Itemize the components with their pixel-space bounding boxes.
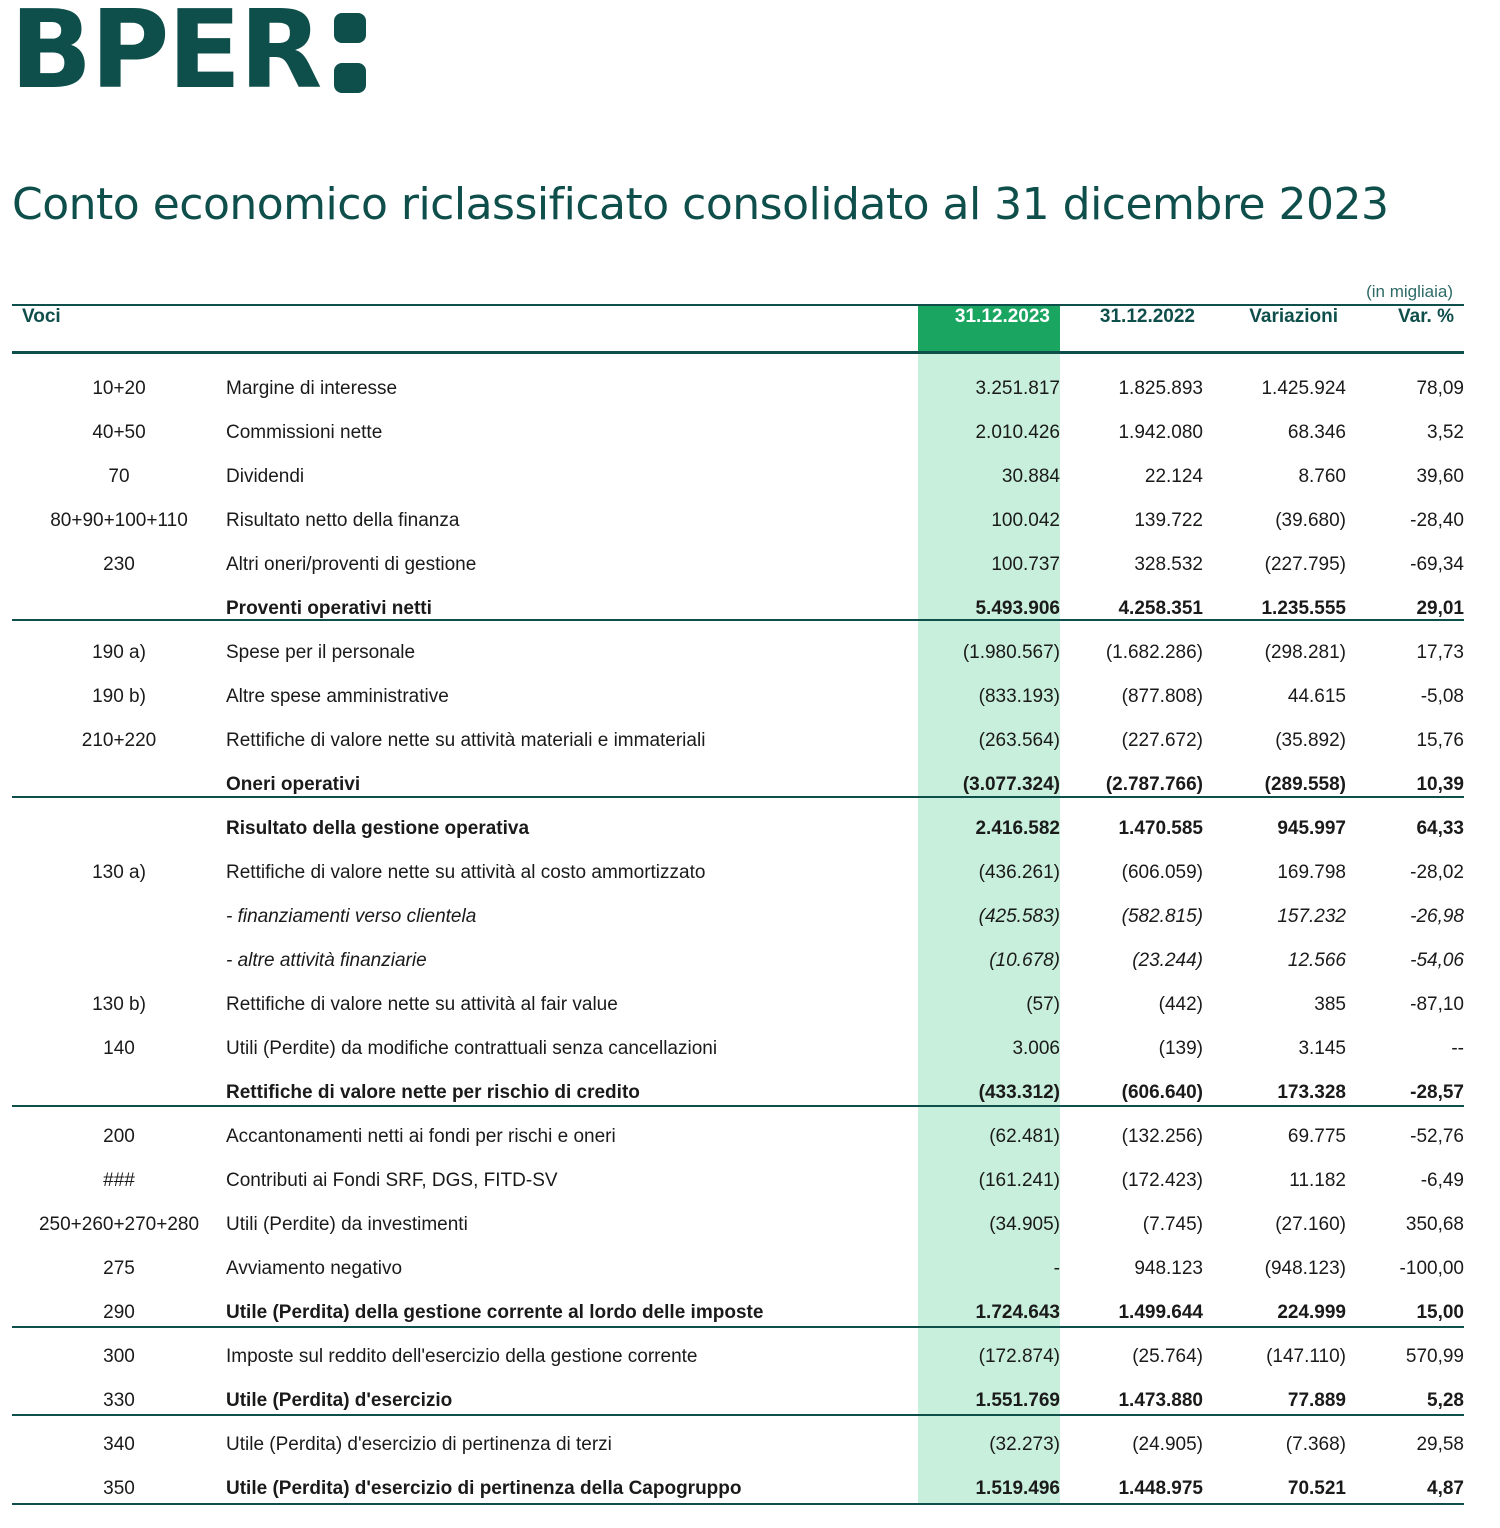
value-var-pct: 3,52: [1427, 422, 1464, 443]
header-voci: Voci: [22, 306, 61, 327]
subtotal-row: [12, 1379, 1464, 1423]
value-2022: 1.473.880: [1118, 1390, 1203, 1411]
row-code: 190 b): [92, 686, 146, 707]
row-label: Spese per il personale: [226, 642, 416, 663]
value-2023: 5.493.906: [975, 598, 1060, 619]
value-2023: (32.273): [989, 1434, 1060, 1455]
value-var-pct: 5,28: [1427, 1390, 1464, 1411]
subtotal-row: [12, 1467, 1464, 1511]
value-variazioni: 224.999: [1277, 1302, 1346, 1323]
value-2022: (23.244): [1132, 950, 1203, 971]
value-var-pct: 39,60: [1416, 466, 1464, 487]
row-code: 230: [103, 554, 135, 575]
value-2022: (227.672): [1121, 730, 1203, 751]
value-variazioni: (948.123): [1264, 1258, 1346, 1279]
row-code: 210+220: [81, 730, 157, 751]
row-code: 140: [103, 1038, 135, 1059]
row-label: Utile (Perdita) della gestione corrente al lordo delle imposte: [226, 1302, 764, 1323]
table-row: [12, 1159, 1464, 1203]
value-2023: 1.519.496: [975, 1478, 1060, 1499]
table-row: [12, 411, 1464, 455]
table-row: [12, 983, 1464, 1027]
row-code: 200: [103, 1126, 135, 1147]
value-variazioni: (298.281): [1264, 642, 1346, 663]
row-code: 80+90+100+110: [50, 510, 188, 531]
subtotal-row: [12, 1291, 1464, 1335]
row-label: Contributi ai Fondi SRF, DGS, FITD-SV: [226, 1170, 558, 1191]
value-2023: 30.884: [1001, 466, 1060, 487]
value-var-pct: -100,00: [1399, 1258, 1464, 1279]
table-row: [12, 367, 1464, 411]
value-var-pct: 64,33: [1416, 818, 1464, 839]
subtotal-row: [12, 763, 1464, 807]
row-label: Rettifiche di valore nette su attività al costo ammortizzato: [226, 862, 706, 883]
value-var-pct: 17,73: [1416, 642, 1464, 663]
value-2023: 1.551.769: [975, 1390, 1060, 1411]
table-row: [12, 1115, 1464, 1159]
header-var-pct: Var. %: [1398, 306, 1454, 327]
value-var-pct: 4,87: [1427, 1478, 1464, 1499]
income-statement-table: [12, 306, 1464, 1511]
table-row: [12, 1423, 1464, 1467]
value-var-pct: -28,57: [1410, 1082, 1464, 1103]
row-code: [12, 587, 226, 631]
header-31-12-2022: 31.12.2022: [1099, 306, 1195, 327]
value-2023: (10.678): [989, 950, 1060, 971]
row-label: - finanziamenti verso clientela: [226, 906, 477, 927]
row-label: Proventi operativi netti: [226, 598, 432, 619]
value-var-pct: -69,34: [1410, 554, 1464, 575]
row-label: Oneri operativi: [226, 774, 361, 795]
value-2022: 1.942.080: [1118, 422, 1203, 443]
row-label: Risultato netto della finanza: [226, 510, 460, 531]
value-2023: (161.241): [978, 1170, 1060, 1191]
subtotal-row: [12, 807, 1464, 851]
value-var-pct: 10,39: [1416, 774, 1464, 795]
row-label: Altri oneri/proventi di gestione: [226, 554, 477, 575]
value-var-pct: -28,40: [1410, 510, 1464, 531]
row-code: 250+260+270+280: [38, 1214, 200, 1235]
row-code: 330: [103, 1390, 135, 1411]
logo-wordmark: BPER: [10, 0, 321, 113]
header-variazioni: Variazioni: [1249, 306, 1338, 327]
value-variazioni: (147.110): [1266, 1346, 1346, 1367]
value-2022: (172.423): [1121, 1170, 1203, 1191]
value-2022: 139.722: [1134, 510, 1203, 531]
value-var-pct: -6,49: [1420, 1170, 1464, 1191]
value-2023: 100.737: [991, 554, 1060, 575]
value-2023: 3.006: [1012, 1038, 1060, 1059]
value-2022: (442): [1158, 994, 1203, 1015]
value-var-pct: --: [1451, 1038, 1464, 1059]
row-code: [12, 807, 226, 851]
table-row: [12, 851, 1464, 895]
value-variazioni: 11.182: [1289, 1170, 1346, 1191]
value-variazioni: (27.160): [1275, 1214, 1346, 1235]
value-2022: (606.640): [1121, 1082, 1203, 1103]
row-label: Utile (Perdita) d'esercizio: [226, 1390, 453, 1411]
value-variazioni: 68.346: [1287, 422, 1346, 443]
value-var-pct: 15,76: [1416, 730, 1464, 751]
value-2023: 2.416.582: [975, 818, 1060, 839]
value-2022: 22.124: [1144, 466, 1203, 487]
row-label: - altre attività finanziarie: [226, 950, 427, 971]
row-label: Margine di interesse: [226, 378, 398, 399]
value-variazioni: 173.328: [1277, 1082, 1346, 1103]
value-variazioni: 44.615: [1287, 686, 1346, 707]
header-31-12-2023: 31.12.2023: [954, 306, 1050, 327]
row-code: 350: [103, 1478, 135, 1499]
value-2022: (7.745): [1142, 1214, 1203, 1235]
table-row: [12, 1027, 1464, 1071]
table-header-row: [12, 306, 1464, 353]
value-var-pct: 78,09: [1416, 378, 1464, 399]
subtotal-row: [12, 1071, 1464, 1115]
row-label: Risultato della gestione operativa: [226, 818, 530, 839]
value-var-pct: 350,68: [1405, 1214, 1464, 1235]
value-2023: 100.042: [991, 510, 1060, 531]
value-variazioni: 77.889: [1287, 1390, 1346, 1411]
row-label: Imposte sul reddito dell'esercizio della gestione corrente: [226, 1346, 698, 1367]
value-2023: 3.251.817: [975, 378, 1060, 399]
row-label: Commissioni nette: [226, 422, 383, 443]
row-code: [12, 1071, 226, 1115]
row-code: 340: [103, 1434, 135, 1455]
row-code: 290: [103, 1302, 135, 1323]
value-var-pct: 570,99: [1405, 1346, 1464, 1367]
value-2023: (833.193): [978, 686, 1060, 707]
row-code: 300: [103, 1346, 135, 1367]
value-2022: (25.764): [1132, 1346, 1203, 1367]
row-label: Altre spese amministrative: [226, 686, 449, 707]
value-var-pct: -26,98: [1410, 906, 1464, 927]
table-row: [12, 1335, 1464, 1379]
value-2022: 1.825.893: [1118, 378, 1203, 399]
value-2022: (606.059): [1121, 862, 1203, 883]
table-row: [12, 455, 1464, 499]
value-2023: -: [1053, 1258, 1060, 1279]
row-label: Rettifiche di valore nette su attività materiali e immateriali: [226, 730, 706, 751]
subtotal-row: [12, 587, 1464, 631]
table-row: [12, 543, 1464, 587]
value-2023: (172.874): [978, 1346, 1060, 1367]
value-2022: (139): [1158, 1038, 1203, 1059]
value-2022: (1.682.286): [1105, 642, 1203, 663]
value-variazioni: 3.145: [1298, 1038, 1346, 1059]
row-code: [12, 939, 226, 983]
table-row: [12, 719, 1464, 763]
page-title: Conto economico riclassificato consolidato al 31 dicembre 2023: [12, 179, 1389, 231]
value-2022: (877.808): [1121, 686, 1203, 707]
row-label: Avviamento negativo: [226, 1258, 403, 1279]
logo-colon-icon: [334, 13, 366, 93]
value-2023: (34.905): [989, 1214, 1060, 1235]
value-variazioni: 157.232: [1277, 906, 1346, 927]
row-code: 130 a): [92, 862, 146, 883]
detail-row: [12, 939, 1464, 983]
value-variazioni: (7.368): [1285, 1434, 1346, 1455]
row-label: Utile (Perdita) d'esercizio di pertinenza della Capogruppo: [226, 1478, 742, 1499]
value-var-pct: 29,58: [1416, 1434, 1464, 1455]
value-variazioni: 70.521: [1287, 1478, 1346, 1499]
value-variazioni: 69.775: [1287, 1126, 1346, 1147]
value-2023: (425.583): [978, 906, 1060, 927]
row-label: Rettifiche di valore nette su attività al fair value: [226, 994, 618, 1015]
value-variazioni: 1.235.555: [1261, 598, 1346, 619]
value-var-pct: -87,10: [1410, 994, 1464, 1015]
value-2023: (436.261): [978, 862, 1060, 883]
row-code: 10+20: [92, 378, 146, 399]
value-variazioni: 385: [1314, 994, 1346, 1015]
value-2022: 1.448.975: [1118, 1478, 1203, 1499]
value-2022: (24.905): [1132, 1434, 1203, 1455]
row-label: Utili (Perdite) da investimenti: [226, 1214, 468, 1235]
row-label: Dividendi: [226, 466, 305, 487]
value-2022: 1.470.585: [1118, 818, 1203, 839]
value-2023: (263.564): [978, 730, 1060, 751]
row-code: ###: [103, 1170, 135, 1191]
value-2023: (433.312): [978, 1082, 1060, 1103]
value-variazioni: 12.566: [1287, 950, 1346, 971]
row-code: [12, 763, 226, 807]
value-variazioni: (39.680): [1275, 510, 1346, 531]
value-2023: 2.010.426: [975, 422, 1060, 443]
row-label: Utili (Perdite) da modifiche contrattuali senza cancellazioni: [226, 1038, 718, 1059]
value-2022: (582.815): [1121, 906, 1203, 927]
value-variazioni: 8.760: [1298, 466, 1346, 487]
table-row: [12, 499, 1464, 543]
table-row: [12, 1247, 1464, 1291]
row-label: Rettifiche di valore nette per rischio di credito: [226, 1082, 640, 1103]
value-2023: (3.077.324): [962, 774, 1060, 795]
value-2022: 328.532: [1134, 554, 1203, 575]
value-variazioni: (35.892): [1275, 730, 1346, 751]
value-variazioni: 945.997: [1277, 818, 1346, 839]
row-label: Accantonamenti netti ai fondi per rischi e oneri: [226, 1126, 616, 1147]
value-variazioni: (289.558): [1264, 774, 1346, 795]
value-2023: (1.980.567): [962, 642, 1060, 663]
row-code: 190 a): [92, 642, 146, 663]
value-var-pct: -54,06: [1410, 950, 1464, 971]
value-2022: 4.258.351: [1118, 598, 1203, 619]
row-code: [12, 895, 226, 939]
table-row: [12, 631, 1464, 675]
value-variazioni: 169.798: [1277, 862, 1346, 883]
value-2022: 1.499.644: [1118, 1302, 1203, 1323]
row-code: 130 b): [92, 994, 146, 1015]
value-variazioni: 1.425.924: [1261, 378, 1346, 399]
row-code: 70: [108, 466, 130, 487]
detail-row: [12, 895, 1464, 939]
value-var-pct: 15,00: [1416, 1302, 1464, 1323]
table-row: [12, 1203, 1464, 1247]
value-var-pct: 29,01: [1416, 598, 1464, 619]
value-2023: 1.724.643: [975, 1302, 1060, 1323]
row-label: Utile (Perdita) d'esercizio di pertinenza di terzi: [226, 1434, 612, 1455]
value-variazioni: (227.795): [1264, 554, 1346, 575]
value-var-pct: -52,76: [1410, 1126, 1464, 1147]
bper-logo: [10, 0, 366, 113]
value-2022: (2.787.766): [1105, 774, 1203, 795]
table-row: [12, 675, 1464, 719]
value-var-pct: -28,02: [1410, 862, 1464, 883]
value-var-pct: -5,08: [1420, 686, 1464, 707]
unit-note: (in migliaia): [1366, 282, 1453, 301]
row-code: 275: [103, 1258, 135, 1279]
value-2022: 948.123: [1134, 1258, 1203, 1279]
value-2023: (57): [1026, 994, 1060, 1015]
value-2022: (132.256): [1121, 1126, 1203, 1147]
row-code: 40+50: [92, 422, 146, 443]
value-2023: (62.481): [989, 1126, 1060, 1147]
